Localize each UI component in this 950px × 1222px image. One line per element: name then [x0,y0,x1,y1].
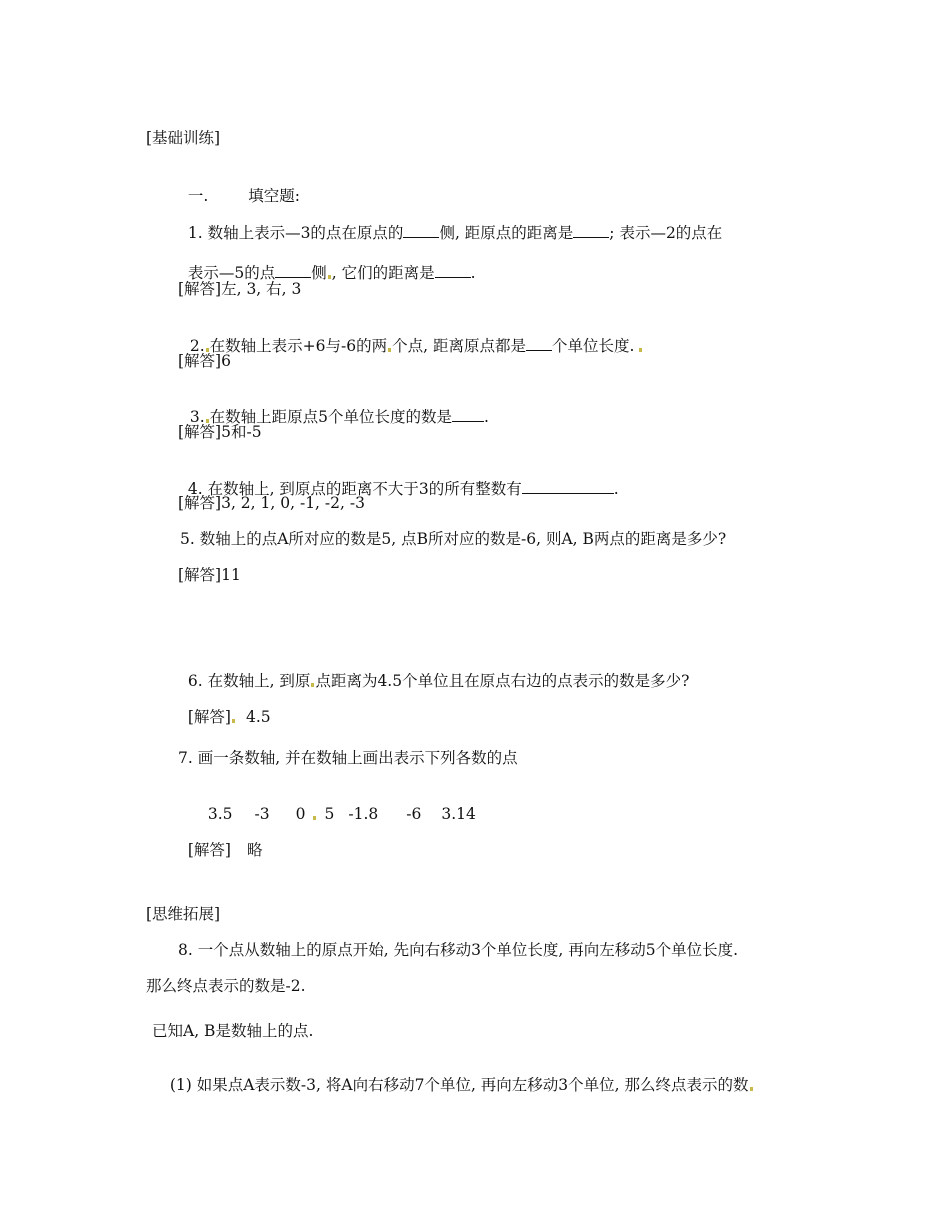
q6-text-b: 点距离为4.5个单位且在原点右边的点表示的数是多少? [315,672,690,690]
q4-text-b: . [613,480,619,498]
section-thinking-extension: [思维拓展] [146,905,221,923]
value-item: -6 [406,805,422,823]
known-statement: 已知A, B是数轴上的点. [152,1022,314,1040]
mark-dot [313,816,316,820]
answer-blank [452,406,484,422]
value-item: 3.14 [441,805,476,823]
sub1-text: (1) 如果点A表示数-3, 将A向右移动7个单位, 再向左移动3个单位, 那么终点表示的数 [169,1076,749,1094]
a6-value: 4.5 [245,708,271,726]
mark-dot [388,348,391,352]
question-5: 5. 数轴上的点A所对应的数是5, 点B所对应的数是-6, 则A, B两点的距离是多少? [180,530,727,548]
q1-text-d: 表示—5的点 [187,264,276,282]
answer-5: [解答]11 [178,566,241,584]
question-7-values [198,784,476,824]
value-item: 3.5 [207,805,233,823]
question-7: 7. 画一条数轴, 并在数轴上画出表示下列各数的点 [178,749,518,767]
question-3 [180,386,489,427]
answer-7 [178,820,262,860]
mark-dot [328,275,331,279]
value-item: -1.8 [348,805,379,823]
part-title: 填空题: [248,187,301,205]
answer-2: [解答]6 [178,352,231,370]
part-one-heading [178,166,300,206]
section-basic-training: [基础训练] [146,129,221,147]
question-8-line-1: 8. 一个点从数轴上的原点开始, 先向右移动3个单位长度, 再向左移动5个单位长度. [178,941,739,959]
q3-text-a: 在数轴上距原点5个单位长度的数是 [209,408,453,426]
answer-blank [275,262,311,278]
mark-dot [639,348,642,352]
subquestion-1 [160,1055,754,1095]
q1-text-f: , 它们的距离是 [331,264,435,282]
answer-blank [573,222,609,238]
a7-value: 略 [246,841,263,859]
mark-dot [750,1087,753,1091]
answer-1: [解答]左, 3, 右, 3 [178,280,302,298]
part-number: 一. [187,187,209,205]
value-item: 0 [295,805,306,823]
question-1-line-2 [178,242,476,283]
question-6 [178,651,689,691]
answer-4: [解答]3, 2, 1, 0, -1, -2, -3 [178,494,365,512]
a7-label: [解答] [187,841,231,859]
q2-number: 2. [189,337,205,355]
mark-dot [311,683,314,687]
q2-text-c: 个单位长度. [551,337,635,355]
q1-text-c: ; 表示—2的点在 [609,224,723,242]
question-1-line-1 [178,202,722,243]
value-item: 5 [324,805,335,823]
a6-label: [解答] [187,708,231,726]
answer-blank [403,222,439,238]
answer-6 [178,687,271,727]
q3-text-b: . [484,408,489,426]
q4-text-a: 4. 在数轴上, 到原点的距离不大于3的所有整数有 [187,480,522,498]
q1-text-b: 侧, 距原点的距离是 [439,224,574,242]
question-8-line-2: 那么终点表示的数是-2. [146,977,306,995]
answer-blank [435,262,471,278]
answer-3: [解答]5和-5 [178,423,262,441]
q2-text-a: 在数轴上表示+6与-6的两 [209,337,388,355]
q1-text-g: . [470,264,476,282]
mark-dot [232,719,235,723]
q2-text-b: 个点, 距离原点都是 [392,337,526,355]
answer-blank [526,335,552,351]
q1-text-e: 侧 [311,264,327,282]
answer-blank [522,478,614,494]
q6-text-a: 6. 在数轴上, 到原 [187,672,311,690]
q1-text-a: 1. 数轴上表示—3的点在原点的 [187,224,404,242]
q3-number: 3. [189,408,205,426]
question-2 [180,315,643,356]
value-item: -3 [254,805,270,823]
